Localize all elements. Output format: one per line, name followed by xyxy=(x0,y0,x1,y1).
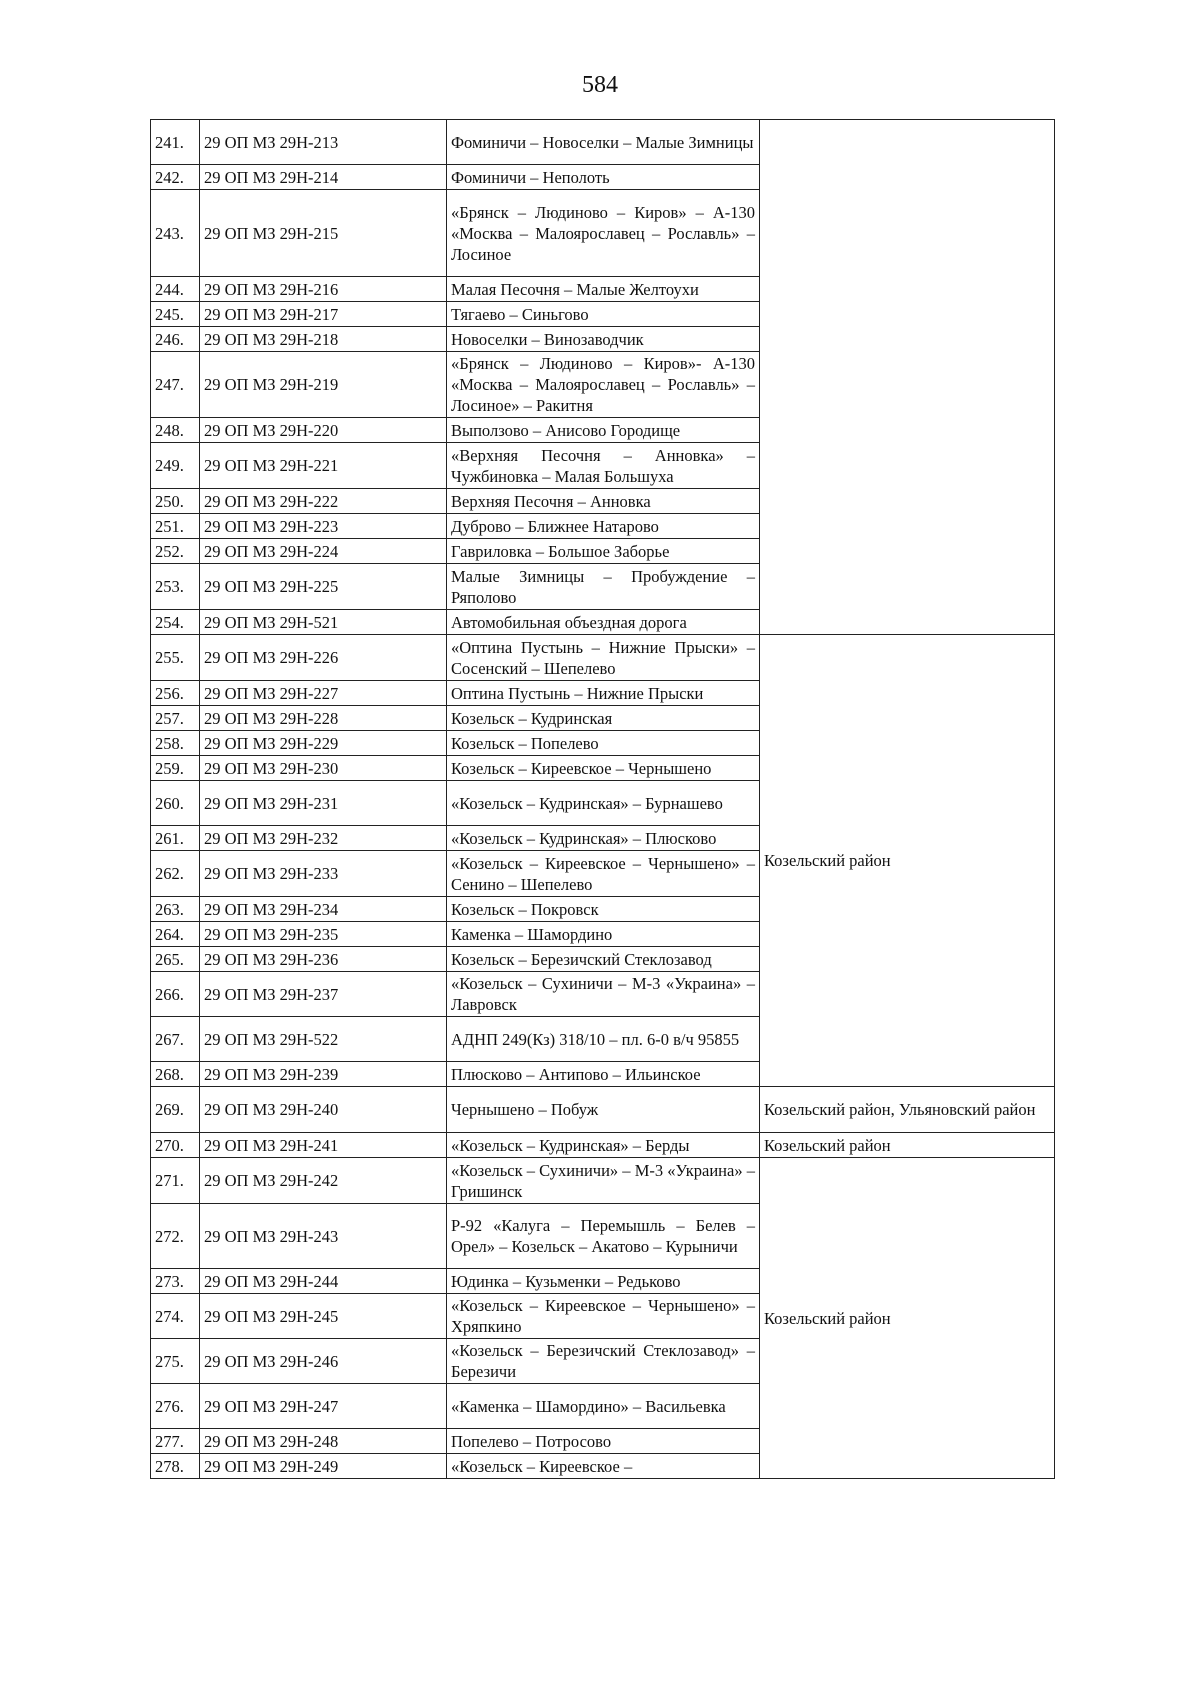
road-name: Юдинка – Кузьменки – Редьково xyxy=(447,1269,760,1294)
road-name: Тягаево – Синьгово xyxy=(447,302,760,327)
road-id-code: 29 ОП МЗ 29Н-227 xyxy=(200,681,447,706)
road-id-code: 29 ОП МЗ 29Н-220 xyxy=(200,418,447,443)
road-id-code: 29 ОП МЗ 29Н-218 xyxy=(200,327,447,352)
road-id-code: 29 ОП МЗ 29Н-247 xyxy=(200,1384,447,1429)
road-id-code: 29 ОП МЗ 29Н-223 xyxy=(200,514,447,539)
road-id-code: 29 ОП МЗ 29Н-216 xyxy=(200,277,447,302)
row-number: 265. xyxy=(151,947,200,972)
page-number: 584 xyxy=(582,72,618,98)
road-id-code: 29 ОП МЗ 29Н-231 xyxy=(200,781,447,826)
road-name: «Каменка – Шамордино» – Васильевка xyxy=(447,1384,760,1429)
road-name: Козельск – Березичский Стеклозавод xyxy=(447,947,760,972)
road-name: Автомобильная объездная дорога xyxy=(447,610,760,635)
row-number: 251. xyxy=(151,514,200,539)
row-number: 247. xyxy=(151,352,200,418)
district-cell: Козельский район xyxy=(760,1158,1055,1479)
road-id-code: 29 ОП МЗ 29Н-246 xyxy=(200,1339,447,1384)
row-number: 242. xyxy=(151,165,200,190)
table-row xyxy=(151,635,1055,681)
row-number: 266. xyxy=(151,972,200,1017)
road-id-code: 29 ОП МЗ 29Н-232 xyxy=(200,826,447,851)
road-name: Новоселки – Винозаводчик xyxy=(447,327,760,352)
row-number: 254. xyxy=(151,610,200,635)
road-id-code: 29 ОП МЗ 29Н-245 xyxy=(200,1294,447,1339)
road-name: Выползово – Анисово Городище xyxy=(447,418,760,443)
row-number: 246. xyxy=(151,327,200,352)
row-number: 262. xyxy=(151,851,200,897)
row-number: 277. xyxy=(151,1429,200,1454)
district-cell: Козельский район xyxy=(760,635,1055,1087)
road-id-code: 29 ОП МЗ 29Н-233 xyxy=(200,851,447,897)
row-number: 245. xyxy=(151,302,200,327)
roads-table xyxy=(150,119,1055,1479)
road-name: «Козельск – Киреевское – Чернышено» – Хряпкино xyxy=(447,1294,760,1339)
row-number: 244. xyxy=(151,277,200,302)
road-id-code: 29 ОП МЗ 29Н-242 xyxy=(200,1158,447,1204)
row-number: 258. xyxy=(151,731,200,756)
row-number: 274. xyxy=(151,1294,200,1339)
row-number: 267. xyxy=(151,1017,200,1062)
row-number: 273. xyxy=(151,1269,200,1294)
row-number: 275. xyxy=(151,1339,200,1384)
row-number: 264. xyxy=(151,922,200,947)
roads-table-body xyxy=(151,120,1055,1479)
row-number: 270. xyxy=(151,1133,200,1158)
road-name: Малые Зимницы – Пробуждение – Ряполово xyxy=(447,564,760,610)
road-name: «Козельск – Киреевское – Чернышено» – Сенино – Шепелево xyxy=(447,851,760,897)
row-number: 272. xyxy=(151,1204,200,1269)
road-name: Верхняя Песочня – Анновка xyxy=(447,489,760,514)
road-name: Каменка – Шамордино xyxy=(447,922,760,947)
road-name: Чернышено – Побуж xyxy=(447,1087,760,1133)
road-id-code: 29 ОП МЗ 29Н-248 xyxy=(200,1429,447,1454)
road-id-code: 29 ОП МЗ 29Н-521 xyxy=(200,610,447,635)
row-number: 243. xyxy=(151,190,200,277)
row-number: 249. xyxy=(151,443,200,489)
row-number: 248. xyxy=(151,418,200,443)
table-row xyxy=(151,1133,1055,1158)
road-name: Попелево – Потросово xyxy=(447,1429,760,1454)
row-number: 271. xyxy=(151,1158,200,1204)
road-id-code: 29 ОП МЗ 29Н-221 xyxy=(200,443,447,489)
district-cell: Козельский район, Ульяновский район xyxy=(760,1087,1055,1133)
road-id-code: 29 ОП МЗ 29Н-219 xyxy=(200,352,447,418)
row-number: 252. xyxy=(151,539,200,564)
row-number: 253. xyxy=(151,564,200,610)
road-name: Малая Песочня – Малые Желтоухи xyxy=(447,277,760,302)
road-id-code: 29 ОП МЗ 29Н-225 xyxy=(200,564,447,610)
row-number: 268. xyxy=(151,1062,200,1087)
table-row xyxy=(151,1158,1055,1204)
road-id-code: 29 ОП МЗ 29Н-235 xyxy=(200,922,447,947)
row-number: 263. xyxy=(151,897,200,922)
row-number: 269. xyxy=(151,1087,200,1133)
road-id-code: 29 ОП МЗ 29Н-230 xyxy=(200,756,447,781)
road-name: «Брянск – Людиново – Киров» – А-130 «Москва – Малоярославец – Рославль» – Лосиное xyxy=(447,190,760,277)
road-name: Козельск – Попелево xyxy=(447,731,760,756)
row-number: 278. xyxy=(151,1454,200,1479)
road-name: Фоминичи – Неполоть xyxy=(447,165,760,190)
road-id-code: 29 ОП МЗ 29Н-213 xyxy=(200,120,447,165)
road-id-code: 29 ОП МЗ 29Н-240 xyxy=(200,1087,447,1133)
road-id-code: 29 ОП МЗ 29Н-243 xyxy=(200,1204,447,1269)
table-row xyxy=(151,1087,1055,1133)
road-id-code: 29 ОП МЗ 29Н-217 xyxy=(200,302,447,327)
row-number: 276. xyxy=(151,1384,200,1429)
road-id-code: 29 ОП МЗ 29Н-234 xyxy=(200,897,447,922)
road-name: «Козельск – Кудринская» – Берды xyxy=(447,1133,760,1158)
road-name: «Козельск – Кудринская» – Плюсково xyxy=(447,826,760,851)
road-name: Козельск – Кудринская xyxy=(447,706,760,731)
road-id-code: 29 ОП МЗ 29Н-237 xyxy=(200,972,447,1017)
row-number: 260. xyxy=(151,781,200,826)
row-number: 261. xyxy=(151,826,200,851)
road-name: Оптина Пустынь – Нижние Прыски xyxy=(447,681,760,706)
road-name: Дуброво – Ближнее Натарово xyxy=(447,514,760,539)
road-id-code: 29 ОП МЗ 29Н-214 xyxy=(200,165,447,190)
road-id-code: 29 ОП МЗ 29Н-215 xyxy=(200,190,447,277)
road-name: АДНП 249(Кз) 318/10 – пл. 6-0 в/ч 95855 xyxy=(447,1017,760,1062)
road-id-code: 29 ОП МЗ 29Н-229 xyxy=(200,731,447,756)
row-number: 256. xyxy=(151,681,200,706)
road-name: «Козельск – Сухиничи – М-3 «Украина» – Лавровск xyxy=(447,972,760,1017)
road-name: Козельск – Покровск xyxy=(447,897,760,922)
row-number: 259. xyxy=(151,756,200,781)
row-number: 255. xyxy=(151,635,200,681)
row-number: 257. xyxy=(151,706,200,731)
district-cell: Козельский район xyxy=(760,1133,1055,1158)
road-name: Плюсково – Антипово – Ильинское xyxy=(447,1062,760,1087)
road-name: «Козельск – Киреевское – xyxy=(447,1454,760,1479)
road-name: «Брянск – Людиново – Киров»- А-130 «Москва – Малоярославец – Рославль» – Лосиное» – Ракитня xyxy=(447,352,760,418)
row-number: 250. xyxy=(151,489,200,514)
road-id-code: 29 ОП МЗ 29Н-522 xyxy=(200,1017,447,1062)
road-id-code: 29 ОП МЗ 29Н-236 xyxy=(200,947,447,972)
road-id-code: 29 ОП МЗ 29Н-222 xyxy=(200,489,447,514)
road-id-code: 29 ОП МЗ 29Н-244 xyxy=(200,1269,447,1294)
row-number: 241. xyxy=(151,120,200,165)
road-id-code: 29 ОП МЗ 29Н-224 xyxy=(200,539,447,564)
road-id-code: 29 ОП МЗ 29Н-228 xyxy=(200,706,447,731)
road-name: Р-92 «Калуга – Перемышль – Белев – Орел» – Козельск – Акатово – Курыничи xyxy=(447,1204,760,1269)
road-id-code: 29 ОП МЗ 29Н-241 xyxy=(200,1133,447,1158)
road-id-code: 29 ОП МЗ 29Н-226 xyxy=(200,635,447,681)
road-name: «Козельск – Сухиничи» – М-3 «Украина» – Гришинск xyxy=(447,1158,760,1204)
district-cell xyxy=(760,120,1055,635)
road-name: Козельск – Киреевское – Чернышено xyxy=(447,756,760,781)
road-name: «Козельск – Березичский Стеклозавод» – Березичи xyxy=(447,1339,760,1384)
road-id-code: 29 ОП МЗ 29Н-239 xyxy=(200,1062,447,1087)
road-name: Гавриловка – Большое Заборье xyxy=(447,539,760,564)
road-name: «Козельск – Кудринская» – Бурнашево xyxy=(447,781,760,826)
road-name: «Верхняя Песочня – Анновка» – Чужбиновка – Малая Большуха xyxy=(447,443,760,489)
road-name: Фоминичи – Новоселки – Малые Зимницы xyxy=(447,120,760,165)
road-id-code: 29 ОП МЗ 29Н-249 xyxy=(200,1454,447,1479)
road-name: «Оптина Пустынь – Нижние Прыски» – Сосенский – Шепелево xyxy=(447,635,760,681)
table-row xyxy=(151,120,1055,165)
